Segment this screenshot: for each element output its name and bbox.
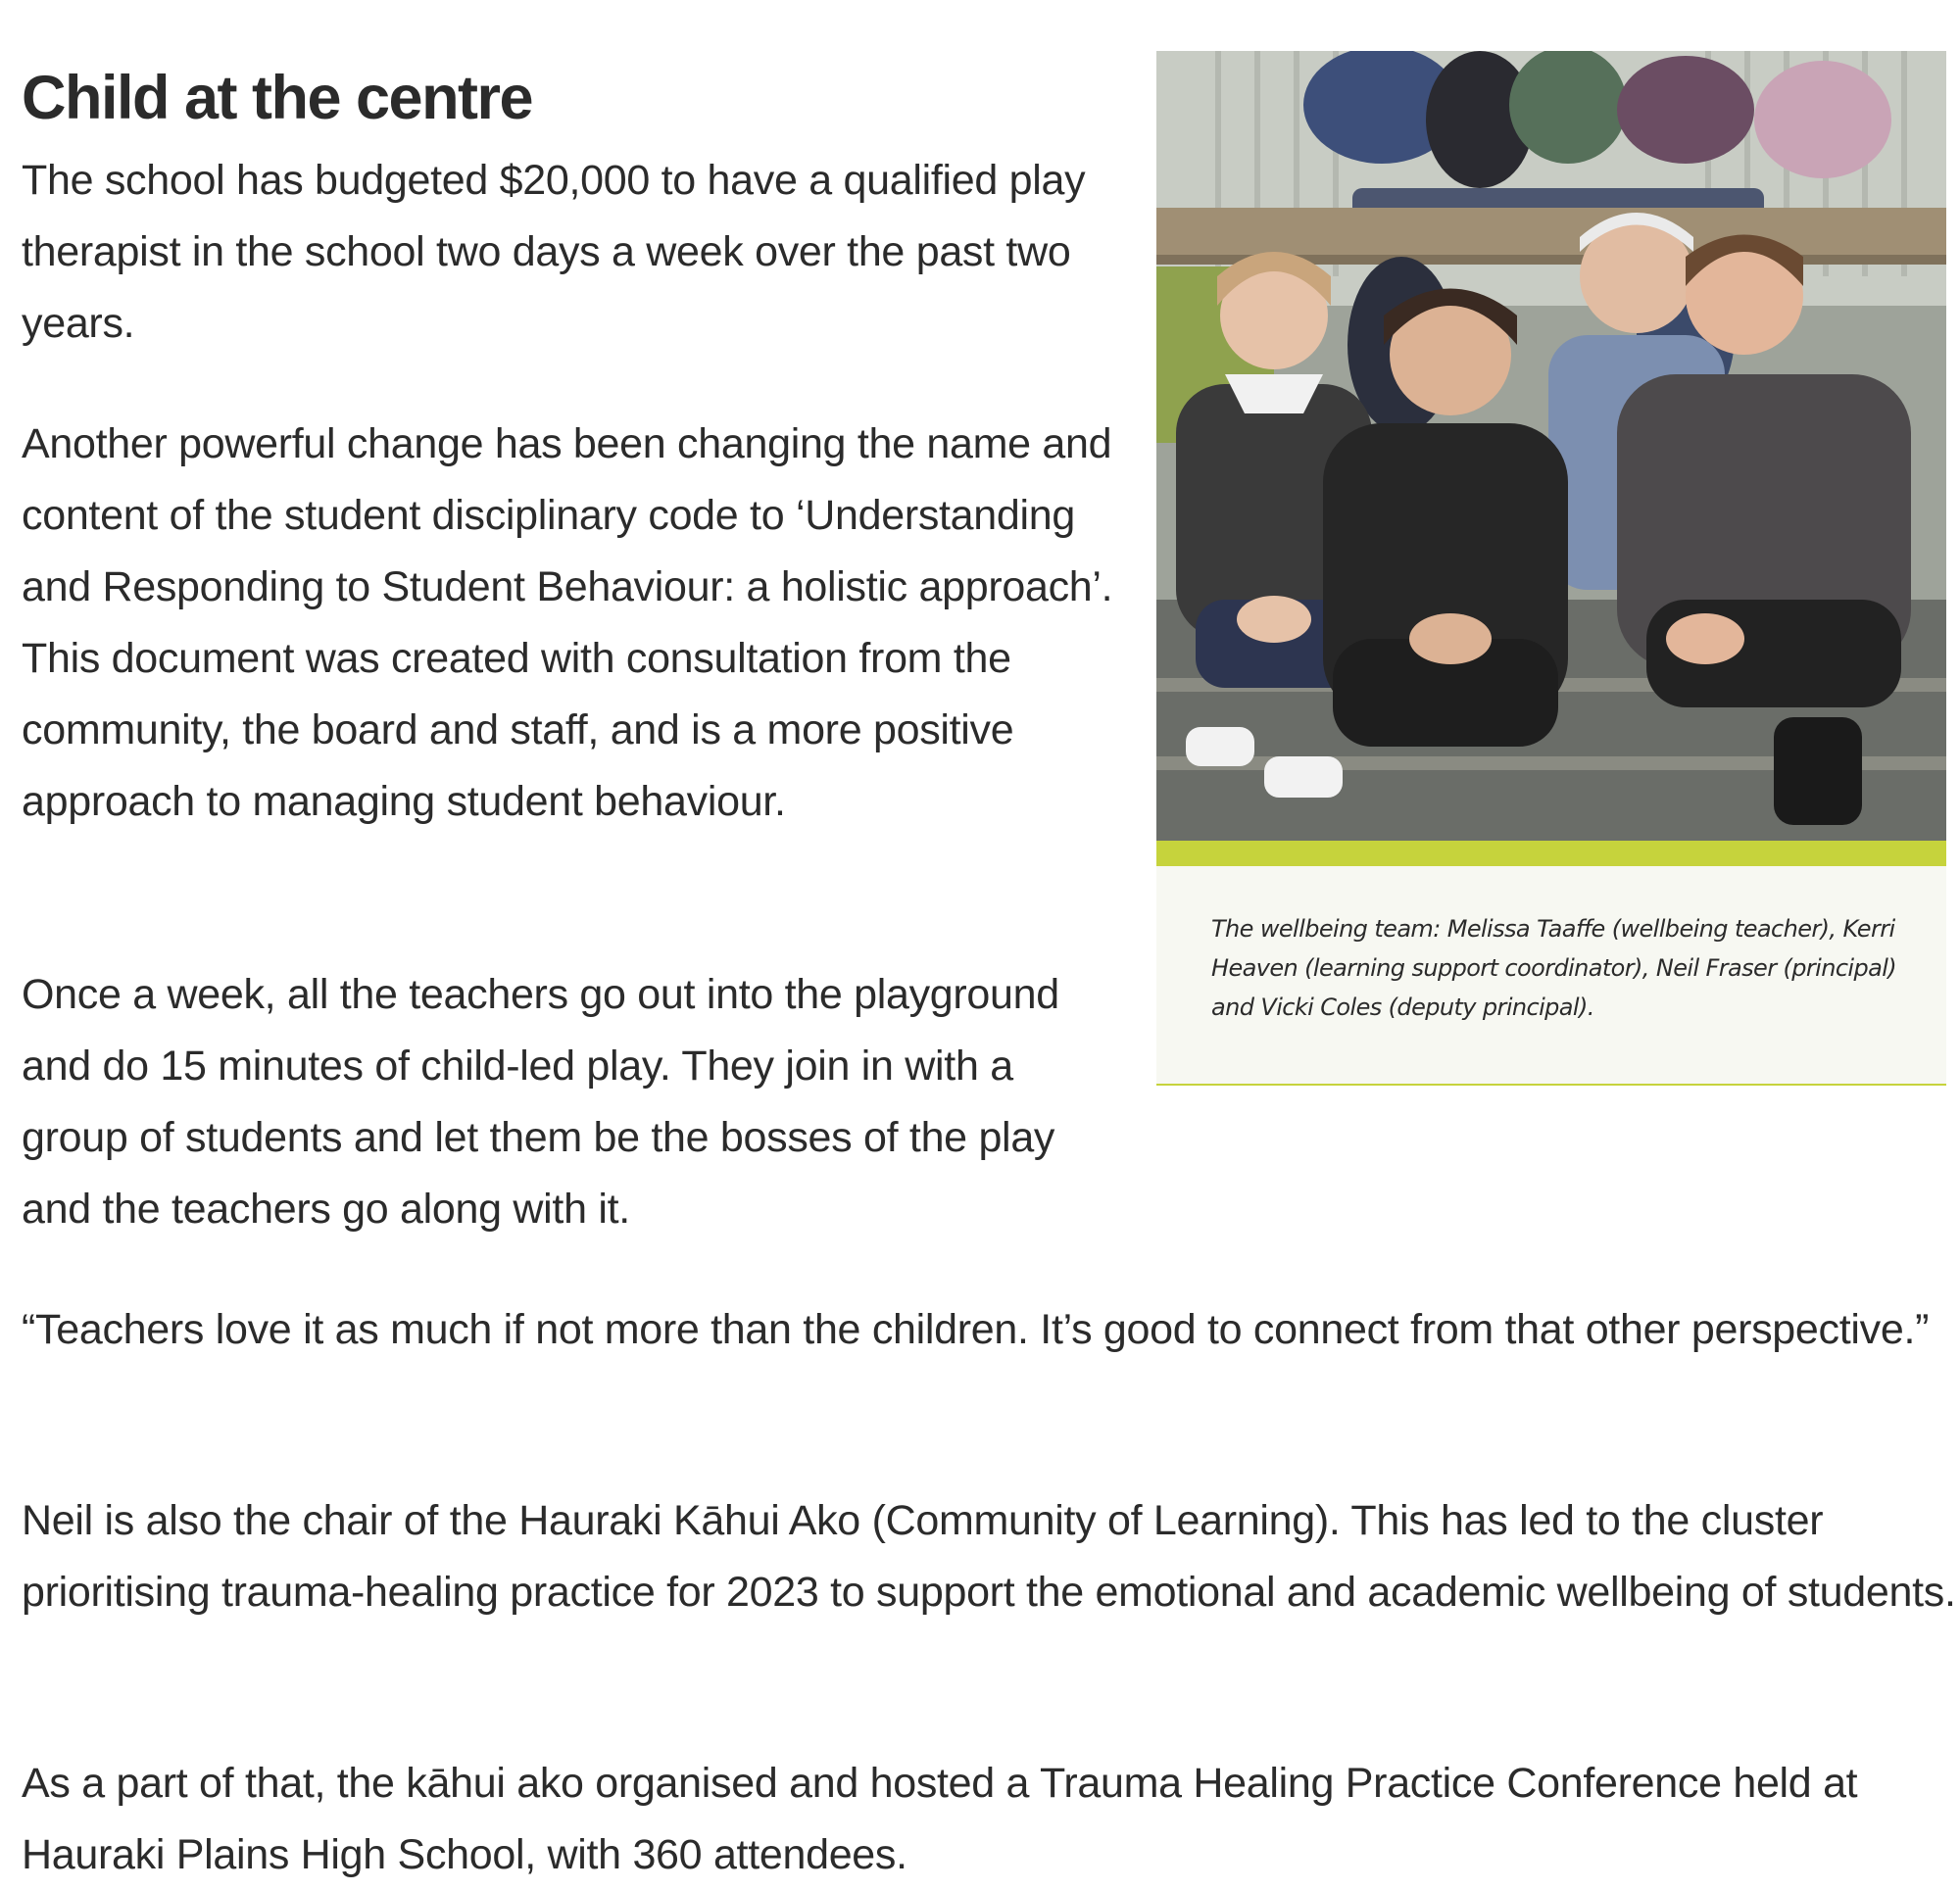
photo-caption: The wellbeing team: Melissa Taaffe (wellbeing teacher), Kerri Heaven (learning support coordinator), Neil Fraser (principal) and Vicki Coles (deputy principal). <box>1211 915 1897 1021</box>
photo-figure <box>1156 51 1946 1086</box>
paragraph-disciplinary-code: Another powerful change has been changing the name and content of the student disciplinary code to ‘Understanding and Responding to Student Behaviour: a holistic approach’. This document was created with consultation from the community, the board and staff, and is a more positive approach to managing student behaviour. <box>22 420 1113 825</box>
caption-accent-bar <box>1156 841 1946 866</box>
paragraph-conference: As a part of that, the kāhui ako organised and hosted a Trauma Healing Practice Conference held at Hauraki Plains High School, with 360 attendees. <box>22 1760 1858 1878</box>
wellbeing-team-photo <box>1156 51 1946 841</box>
paragraph-child-led-play: Once a week, all the teachers go out into the playground and do 15 minutes of child-led play. They join in with a group of students and let them be the bosses of the play and the teachers go along with it. <box>22 971 1059 1233</box>
paragraph-play-therapist: The school has budgeted $20,000 to have a qualified play therapist in the school two days a week over the past two years. <box>22 157 1086 347</box>
paragraph-kahui-ako: Neil is also the chair of the Hauraki Kāhui Ako (Community of Learning). This has led to the cluster prioritising trauma-healing practice for 2023 to support the emotional and academic wellbeing of students. <box>22 1497 1956 1616</box>
paragraph-teacher-quote: “Teachers love it as much if not more than the children. It’s good to connect from that other perspective.” <box>22 1306 1930 1353</box>
section-heading: Child at the centre <box>22 64 533 132</box>
